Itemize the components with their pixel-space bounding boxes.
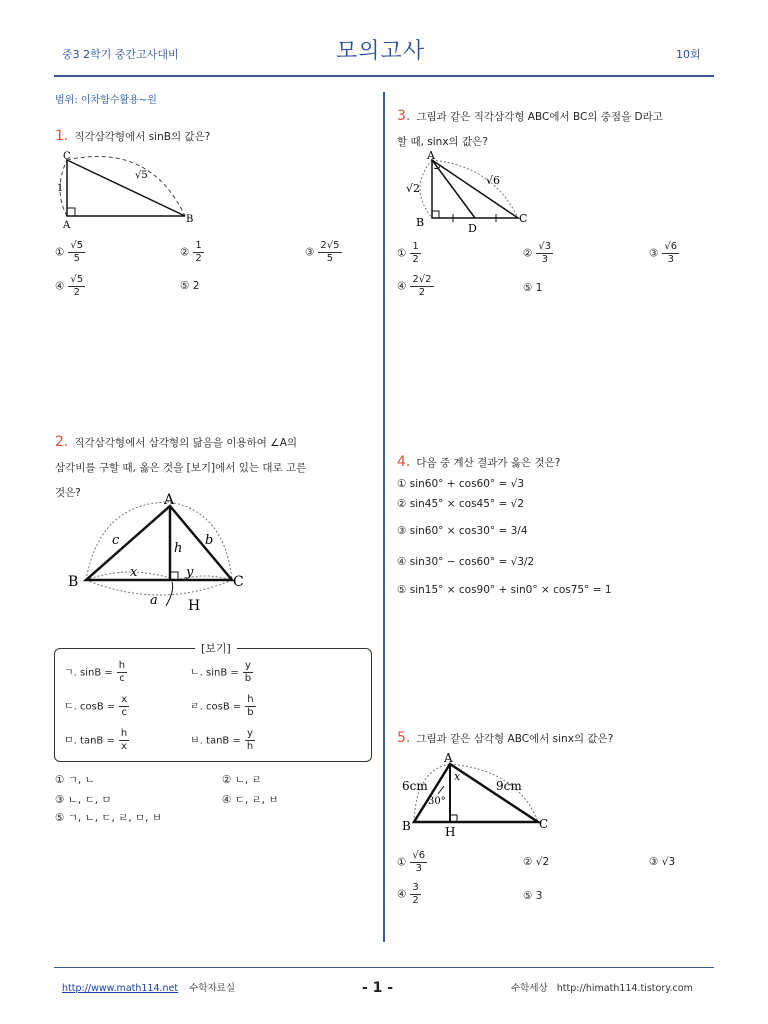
q5-option-2[interactable]: ② √2 — [523, 856, 550, 868]
q2-label-a: A — [164, 492, 175, 508]
exam-range: 범위: 이차함수활용~원 — [55, 95, 157, 106]
example-item-6: ㅂ. tanB = $\frac{y}{h}$ — [190, 728, 254, 752]
q5-label-a: A — [444, 751, 453, 765]
q2-label-height: h — [174, 541, 183, 556]
q5-option-1[interactable]: ① $\frac{√6}{3}$ — [397, 850, 426, 874]
q3-label-a: A — [427, 149, 435, 162]
q5-option-5[interactable]: ⑤ 3 — [523, 890, 543, 902]
q2-label-h: H — [188, 598, 201, 614]
q5-option-3[interactable]: ③ √3 — [649, 856, 676, 868]
q1-label-hyp: √5 — [135, 170, 148, 181]
q1-option-4[interactable]: ④ $\frac{√5}{2}$ — [55, 274, 84, 298]
q4-option-1[interactable]: ① sin60° + cos60° = √3 — [397, 478, 524, 490]
q3-label-side1: √2 — [406, 182, 421, 195]
example-item-1: ㄱ. sinB = $\frac{h}{c}$ — [64, 660, 126, 684]
question-number: 4. — [397, 454, 411, 470]
question-number: 1. — [55, 128, 69, 144]
question-text: 직각삼각형에서 sinB의 값은? — [74, 131, 211, 143]
question-number: 3. — [397, 108, 411, 124]
q5-label-h: H — [445, 825, 456, 839]
question-text: 그림과 같은 삼각형 ABC에서 sinx의 값은? — [416, 733, 614, 745]
question-text-2: 할 때, sinx의 값은? — [397, 136, 488, 148]
question-text-3: 것은? — [55, 487, 81, 499]
q5-label-side1: 6cm — [402, 779, 428, 793]
q5-label-c: C — [539, 817, 549, 831]
q4-option-3[interactable]: ③ sin60° × cos30° = 3/4 — [397, 525, 528, 537]
q5-option-4[interactable]: ④ $\frac{3}{2}$ — [397, 882, 419, 906]
footer-text-right: 수학세상 — [511, 983, 548, 994]
example-item-3: ㄷ. cosB = $\frac{x}{c}$ — [64, 694, 128, 718]
q1-label-side: 1 — [57, 183, 64, 194]
q2-option-4[interactable]: ④ ㄷ, ㄹ, ㅂ — [222, 794, 279, 806]
q3-option-1[interactable]: ① $\frac{1}{2}$ — [397, 241, 419, 265]
q1-option-2[interactable]: ② $\frac{1}{2}$ — [180, 240, 202, 264]
header-divider — [54, 75, 714, 77]
q2-option-1[interactable]: ① ㄱ, ㄴ — [55, 774, 95, 786]
q2-figure — [60, 492, 260, 614]
question-text-1: 그림과 같은 직각삼각형 ABC에서 BC의 중점을 D라고 — [416, 111, 663, 123]
page-title: 모의고사 — [336, 39, 426, 64]
q5-label-b: B — [402, 819, 411, 833]
example-item-4: ㄹ. cosB = $\frac{h}{b}$ — [190, 694, 254, 718]
q3-option-4[interactable]: ④ $\frac{2√2}{2}$ — [397, 274, 432, 298]
q3-option-3[interactable]: ③ $\frac{√6}{3}$ — [649, 241, 678, 265]
footer-right — [511, 980, 693, 994]
q2-label-c: C — [233, 574, 244, 590]
question-text-1: 직각삼각형에서 삼각형의 닮음을 이용하여 ∠A의 — [74, 437, 298, 449]
q5-figure — [398, 750, 558, 842]
question-text: 다음 중 계산 결과가 옳은 것은? — [416, 457, 561, 469]
q1-label-b: B — [186, 214, 194, 225]
q2-label-side-c: c — [112, 533, 120, 548]
q3-label-b: B — [416, 216, 425, 229]
q4-option-2[interactable]: ② sin45° × cos45° = √2 — [397, 498, 524, 510]
q1-option-1[interactable]: ① $\frac{√5}{5}$ — [55, 240, 84, 264]
q3-label-c: C — [519, 212, 528, 225]
question-4 — [397, 450, 560, 476]
q3-option-2[interactable]: ② $\frac{√3}{3}$ — [523, 241, 552, 265]
q1-figure — [55, 150, 205, 232]
footer-divider — [54, 967, 714, 968]
question-number: 2. — [55, 434, 69, 450]
question-5 — [397, 726, 613, 752]
example-item-5: ㅁ. tanB = $\frac{h}{x}$ — [64, 728, 128, 752]
q1-option-3[interactable]: ③ $\frac{2√5}{5}$ — [305, 240, 340, 264]
question-1 — [55, 124, 210, 150]
footer-left — [62, 980, 235, 994]
q2-label-y: y — [186, 565, 194, 580]
page-number: - 1 - — [362, 980, 394, 996]
q3-label-d: D — [468, 222, 477, 234]
q2-label-x: x — [130, 565, 138, 580]
question-text-2: 삼각비를 구할 때, 옳은 것을 [보기]에서 있는 대로 고른 — [55, 462, 307, 474]
q2-option-5[interactable]: ⑤ ㄱ, ㄴ, ㄷ, ㄹ, ㅁ, ㅂ — [55, 812, 162, 824]
q4-option-5[interactable]: ⑤ sin15° × cos90° + sin0° × cos75° = 1 — [397, 584, 612, 596]
question-number: 5. — [397, 730, 411, 746]
q2-label-b: B — [68, 574, 79, 590]
q4-option-4[interactable]: ④ sin30° − cos60° = √3/2 — [397, 556, 535, 568]
footer-link-math114[interactable]: http://www.math114.net — [62, 983, 179, 994]
footer-text-left: 수학자료실 — [189, 983, 236, 994]
footer-link-tistory[interactable]: http://himath114.tistory.com — [556, 983, 693, 994]
exam-subtitle: 중3 2학기 중간고사대비 — [62, 48, 179, 61]
q5-label-side2: 9cm — [496, 779, 522, 793]
q1-option-5[interactable]: ⑤ 2 — [180, 280, 200, 292]
q2-option-3[interactable]: ③ ㄴ, ㄷ, ㅁ — [55, 794, 112, 806]
q1-label-a: A — [63, 220, 71, 231]
q3-option-5[interactable]: ⑤ 1 — [523, 282, 543, 294]
example-box-title: [보기] — [195, 640, 237, 656]
q5-label-x: x — [454, 770, 461, 783]
q5-label-angle: 30° — [428, 796, 446, 807]
q2-label-side-b: b — [205, 533, 214, 548]
q2-option-2[interactable]: ② ㄴ, ㄹ — [222, 774, 262, 786]
column-divider — [383, 92, 385, 942]
q3-label-side2: √6 — [486, 174, 501, 187]
q3-figure — [398, 148, 538, 234]
exam-round: 10회 — [676, 48, 701, 61]
example-item-2: ㄴ. sinB = $\frac{y}{b}$ — [190, 660, 252, 684]
q1-label-c: C — [63, 151, 71, 162]
q2-label-side-a: a — [150, 593, 158, 608]
